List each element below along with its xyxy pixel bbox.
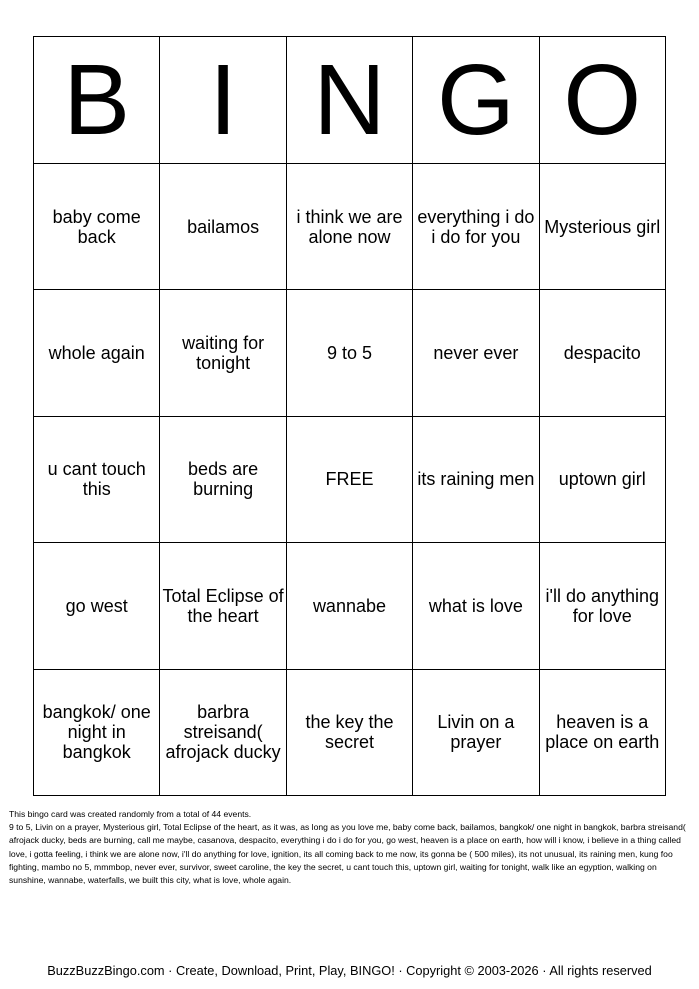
cell-text: everything i do i do for you (417, 206, 535, 247)
cell-text: 9 to 5 (326, 343, 372, 364)
free-cell (286, 416, 412, 542)
cell-text: i think we are alone now (296, 206, 403, 247)
bingo-cell (413, 164, 539, 290)
cell-text: go west (65, 595, 128, 616)
bingo-cell (413, 669, 539, 795)
event-list: 9 to 5, Livin on a prayer, Mysterious girl, Total Eclipse of the heart, as it was, as long as you love me, baby come back, bailamos, bangkok/ one night in bangkok, barbra streisand( afrojack ducky, beds are burning, call me maybe, casanova, despacito, everything i do i do for you, go west, heaven is a place on earth, how will i know, i believe in a thing called love, i gotta feeling, i think we are alone now, i'll do anything for love, ignition, its all coming back to me now, its gonna be ( 500 miles), its not unusual, its raining men, kung foo fighting, mambo no 5, mmmbop, never ever, survivor, sweet caroline, the key the secret, u cant touch this, uptown girl, waiting for tonight, walk like an egyption, walking on sunshine, wannabe, waterfalls, we built this city, what is love, whole again. (9, 822, 686, 886)
header-letter-n: N (286, 37, 412, 164)
bingo-cell (34, 543, 160, 669)
bingo-cell (413, 543, 539, 669)
cell-text: what is love (428, 595, 523, 616)
card-row (34, 164, 666, 290)
cell-text: bailamos (187, 216, 260, 237)
header-letter-b: B (34, 37, 160, 164)
cell-text: uptown girl (558, 469, 646, 490)
footer-text: BuzzBuzzBingo.com · Create, Download, Print, Play, BINGO! · Copyright © 2003-2026 · All rights reserved (47, 963, 652, 978)
bingo-cell (539, 164, 665, 290)
card-row (34, 543, 666, 669)
header-row (34, 37, 666, 164)
bingo-cell (286, 164, 412, 290)
cell-text: the key the secret (305, 712, 394, 753)
bingo-cell (160, 416, 286, 542)
cell-text: u cant touch this (47, 459, 146, 500)
bingo-cell (286, 290, 412, 416)
cell-text: Mysterious girl (544, 216, 661, 237)
bingo-cell (160, 164, 286, 290)
bingo-cell (413, 290, 539, 416)
header-letter-i: I (160, 37, 286, 164)
bingo-cell (34, 164, 160, 290)
cell-text: barbra streisand( afrojack ducky (165, 702, 281, 763)
cell-text: never ever (433, 343, 519, 364)
cell-text: whole again (48, 343, 145, 364)
cell-text: Livin on a prayer (437, 712, 515, 753)
cell-text: its raining men (417, 469, 535, 490)
bingo-cell (539, 669, 665, 795)
header-letter-o: O (539, 37, 665, 164)
card-row (34, 416, 666, 542)
bingo-card (33, 36, 666, 796)
cell-text: baby come back (52, 206, 141, 247)
bingo-cell (34, 290, 160, 416)
cell-text: despacito (563, 343, 641, 364)
cell-text: heaven is a place on earth (545, 712, 660, 753)
info-summary: This bingo card was created randomly from a total of 44 events. (9, 809, 252, 819)
bingo-cell (413, 416, 539, 542)
card-row (34, 669, 666, 795)
bingo-cell (160, 290, 286, 416)
cell-text: beds are burning (188, 459, 259, 500)
bingo-cell (286, 669, 412, 795)
bingo-cell (539, 290, 665, 416)
bingo-cell (34, 416, 160, 542)
cell-text: FREE (325, 469, 374, 490)
cell-text: bangkok/ one night in bangkok (42, 702, 151, 763)
bingo-cell (160, 543, 286, 669)
bingo-cell (286, 543, 412, 669)
cell-text: i'll do anything for love (545, 585, 660, 626)
card-row (34, 290, 666, 416)
cell-text: Total Eclipse of the heart (162, 585, 284, 626)
bingo-cell (34, 669, 160, 795)
bingo-cell (539, 416, 665, 542)
bingo-cell (539, 543, 665, 669)
header-letter-g: G (413, 37, 539, 164)
card-info (9, 808, 689, 887)
cell-text: wannabe (312, 595, 387, 616)
bingo-cell (160, 669, 286, 795)
cell-text: waiting for tonight (182, 333, 265, 374)
